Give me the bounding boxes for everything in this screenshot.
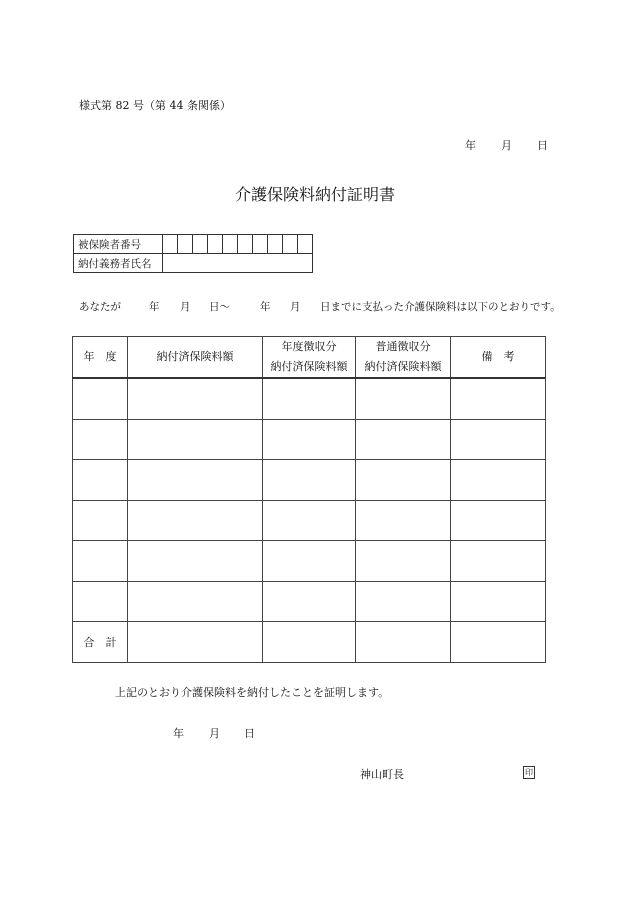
remarks-cell[interactable] <box>451 500 546 541</box>
number-digit-cell[interactable] <box>253 235 268 254</box>
document-title: 介護保険料納付証明書 <box>234 185 395 204</box>
pension-amount-cell[interactable] <box>263 541 356 582</box>
number-digit-cell[interactable] <box>268 235 283 254</box>
payer-name-field[interactable] <box>163 254 313 273</box>
date-year-label: 年 <box>465 139 476 152</box>
header-normal-line1: 普通徴収分 <box>375 340 431 353</box>
seal-mark: 印 <box>525 768 533 777</box>
issuer-name: 神山町長 <box>360 768 404 781</box>
table-row <box>73 378 546 419</box>
date-day-label: 日 <box>537 139 548 152</box>
header-pension-line2: 納付済保険料額 <box>270 360 348 373</box>
table-row <box>73 500 546 541</box>
number-digit-cell[interactable] <box>223 235 238 254</box>
number-digit-cell[interactable] <box>283 235 298 254</box>
header-paid-total: 納付済保険料額 <box>128 337 263 379</box>
insured-info-table <box>73 234 313 273</box>
fiscal-year-cell[interactable] <box>73 378 128 419</box>
payment-table-header <box>73 337 546 379</box>
total-label: 合 計 <box>73 622 128 663</box>
sentence-lead: あなたが <box>79 301 121 313</box>
paid-total-cell[interactable] <box>128 500 263 541</box>
from-day-label: 日〜 <box>209 301 230 313</box>
total-paid-cell[interactable] <box>128 622 263 663</box>
header-pension-line1: 年度徴収分 <box>281 340 337 353</box>
fiscal-year-cell[interactable] <box>73 581 128 622</box>
pension-amount-cell[interactable] <box>263 419 356 460</box>
to-month-label: 月 <box>290 301 301 313</box>
footer-day-label: 日 <box>244 727 255 740</box>
normal-amount-cell[interactable] <box>356 581 451 622</box>
remarks-cell[interactable] <box>451 378 546 419</box>
form-number: 様式第 82 号（第 44 条関係） <box>79 99 231 112</box>
header-pension-deduction <box>263 337 356 379</box>
number-digit-cell[interactable] <box>193 235 208 254</box>
table-row <box>73 581 546 622</box>
header-normal-collection <box>356 337 451 379</box>
total-normal-cell[interactable] <box>356 622 451 663</box>
table-row <box>73 541 546 582</box>
pension-amount-cell[interactable] <box>263 460 356 501</box>
pension-amount-cell[interactable] <box>263 500 356 541</box>
normal-amount-cell[interactable] <box>356 500 451 541</box>
sentence-tail: 日までに支払った介護保険料は以下のとおりです。 <box>320 301 561 313</box>
paid-total-cell[interactable] <box>128 378 263 419</box>
normal-amount-cell[interactable] <box>356 460 451 501</box>
total-remarks-cell[interactable] <box>451 622 546 663</box>
header-fiscal-year: 年 度 <box>73 337 128 379</box>
payer-name-row <box>74 254 313 273</box>
from-month-label: 月 <box>180 301 191 313</box>
to-year-label: 年 <box>260 301 271 313</box>
footer-month-label: 月 <box>209 727 220 740</box>
certification-text: 上記のとおり介護保険料を納付したことを証明します。 <box>115 686 390 699</box>
payment-table <box>72 336 546 663</box>
number-digit-cell[interactable] <box>238 235 253 254</box>
normal-amount-cell[interactable] <box>356 419 451 460</box>
payer-name-label: 納付義務者氏名 <box>74 254 163 273</box>
header-remarks: 備 考 <box>451 337 546 379</box>
paid-total-cell[interactable] <box>128 581 263 622</box>
fiscal-year-cell[interactable] <box>73 500 128 541</box>
number-digit-cell[interactable] <box>298 235 313 254</box>
fiscal-year-cell[interactable] <box>73 419 128 460</box>
remarks-cell[interactable] <box>451 460 546 501</box>
paid-total-cell[interactable] <box>128 541 263 582</box>
total-pension-cell[interactable] <box>263 622 356 663</box>
number-digit-cell[interactable] <box>208 235 223 254</box>
paid-total-cell[interactable] <box>128 419 263 460</box>
from-year-label: 年 <box>149 301 160 313</box>
pension-amount-cell[interactable] <box>263 581 356 622</box>
fiscal-year-cell[interactable] <box>73 460 128 501</box>
remarks-cell[interactable] <box>451 419 546 460</box>
date-month-label: 月 <box>501 139 512 152</box>
total-row <box>73 622 546 663</box>
paid-total-cell[interactable] <box>128 460 263 501</box>
remarks-cell[interactable] <box>451 541 546 582</box>
number-digit-cell[interactable] <box>178 235 193 254</box>
footer-year-label: 年 <box>173 727 184 740</box>
insured-number-label: 被保険者番号 <box>74 235 163 254</box>
table-row <box>73 460 546 501</box>
table-row <box>73 419 546 460</box>
number-digit-cell[interactable] <box>163 235 178 254</box>
normal-amount-cell[interactable] <box>356 541 451 582</box>
pension-amount-cell[interactable] <box>263 378 356 419</box>
header-normal-line2: 納付済保険料額 <box>364 360 442 373</box>
remarks-cell[interactable] <box>451 581 546 622</box>
insured-number-row <box>74 235 313 254</box>
normal-amount-cell[interactable] <box>356 378 451 419</box>
fiscal-year-cell[interactable] <box>73 541 128 582</box>
